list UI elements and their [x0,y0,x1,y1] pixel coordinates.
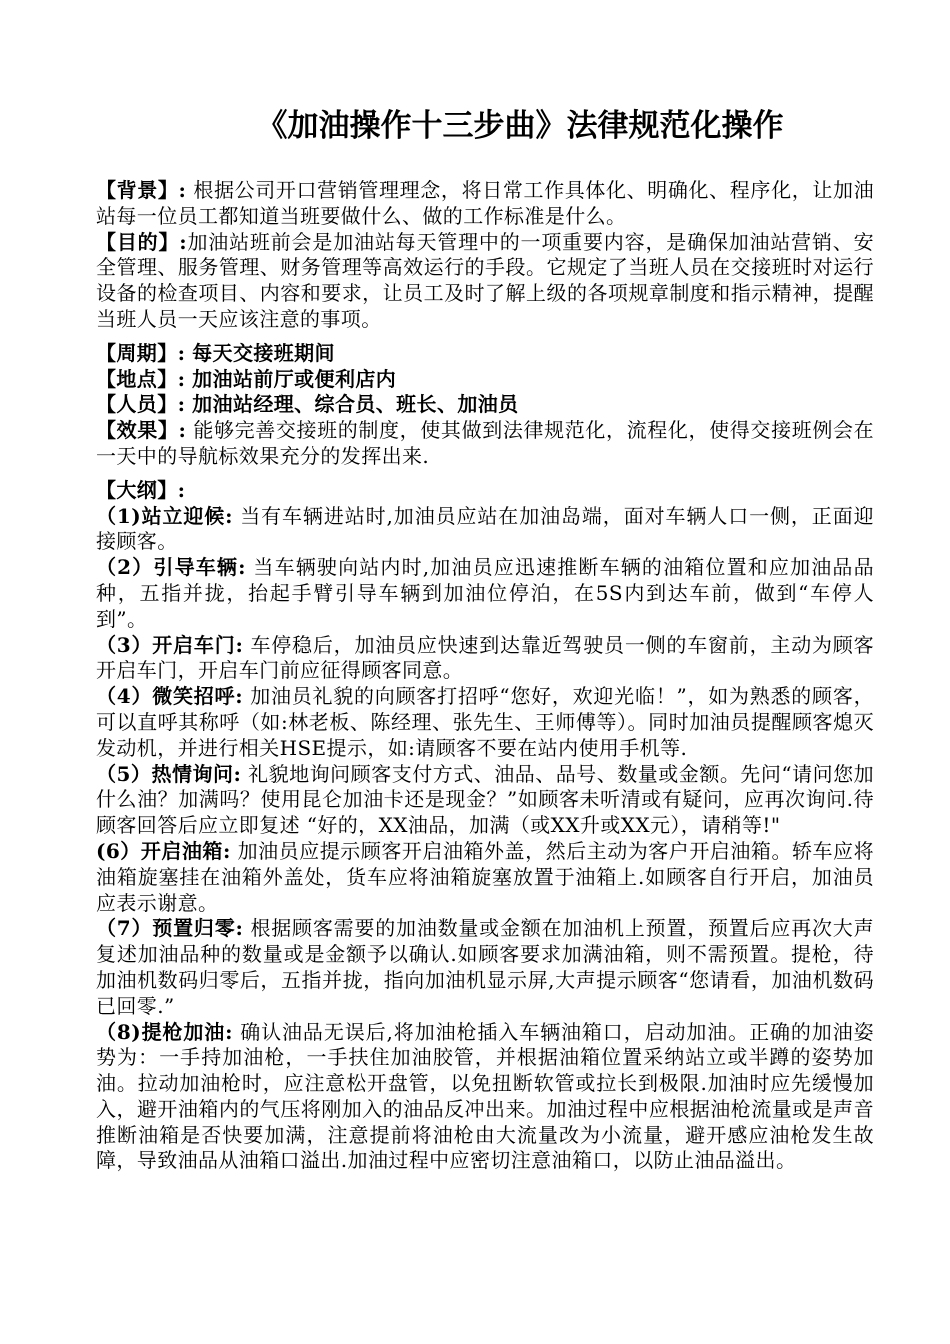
label-effect: 【效果】: [96,418,187,443]
paragraph-purpose [96,230,874,333]
step-5 [96,762,874,839]
step-2 [96,555,874,632]
step-8 [96,1020,874,1175]
text-cycle: 每天交接班期间 [192,340,335,365]
paragraph-personnel [96,392,874,418]
step-7 [96,916,874,1019]
step-label: （4）微笑招呼: [96,684,244,709]
label-cycle: 【周期】: [96,340,186,365]
text-location: 加油站前厅或便利店内 [192,366,397,391]
text-personnel: 加油站经理、综合员、班长、加油员 [192,392,519,417]
label-location: 【地点】: [96,366,186,391]
step-text: 加油员礼貌的向顾客打招呼“您好，欢迎光临！”，如为熟悉的顾客，可以直呼其称呼（如:林老板、陈经理、张先生、王师傅等）。同时加油员提醒顾客熄灭发动机，并进行相关HSE提示，如:请顾客不要在站内使用手机等. [96,684,874,760]
label-purpose: 【目的】: [96,229,188,254]
step-1 [96,504,874,556]
paragraph-cycle [96,341,874,367]
step-text: 当车辆驶向站内时,加油员应迅速推断车辆的油箱位置和应加油品品种，五指并拢，抬起手臂引导车辆到加油位停泊，在5S内到达车前，做到“车停人到”。 [96,555,875,631]
step-label: （8)提枪加油: [96,1019,233,1044]
step-text: 礼貌地询问顾客支付方式、油品、品号、数量或金额。先问“请问您加什么油？加满吗？使用昆仑加油卡还是现金？”如顾客未听清或有疑问，应再次询问.待顾客回答后应立即复述 “好的，XX油品，加满（或XX升或XX元），请稍等!" [96,761,875,838]
step-text: 车停稳后，加油员应快速到达靠近驾驶员一侧的车窗前，主动为顾客开启车门，开启车门前应征得顾客同意。 [96,632,875,683]
step-text: 根据顾客需要的加油数量或金额在加油机上预置，预置后应再次大声复述加油品种的数量或是金额予以确认.如顾客要求加满油箱，则不需预置。提枪，待加油机数码归零后，五指并拢，指向加油机显示屏,大声提示顾客“您请看，加油机数码已回零.” [96,916,875,1018]
step-label: （1)站立迎候: [96,503,233,528]
step-label: （3）开启车门: [96,632,244,657]
step-text: 加油员应提示顾客开启油箱外盖，然后主动为客户开启油箱。轿车应将油箱旋塞挂在油箱外盖处，货车应将油箱旋塞放置于油箱上.如顾客自行开启，加油员应表示谢意。 [96,838,874,915]
document-body [96,178,874,1174]
text-background: 根据公司开口营销管理理念，将日常工作具体化、明确化、程序化，让加油站每一位员工都知道当班要做什么、做的工作标准是什么。 [96,178,875,228]
label-background: 【背景】: [96,178,187,202]
step-label: (6）开启油箱: [96,838,231,863]
step-label: （5）热情询问: [96,761,242,786]
step-label: （7）预置归零: [96,916,244,941]
step-4 [96,684,874,761]
label-outline: 【大纲】: [96,477,186,502]
paragraph-effect [96,418,874,470]
paragraph-location [96,367,874,393]
step-label: （2）引导车辆: [96,555,246,580]
document-title: 《加油操作十三步曲》法律规范化操作 [256,108,784,144]
step-text: 当有车辆进站时,加油员应站在加油岛端，面对车辆人口一侧，正面迎接顾客。 [96,503,874,554]
step-text: 确认油品无误后,将加油枪插入车辆油箱口，启动加油。正确的加油姿势为：一手持加油枪，一手扶住加油胶管，并根据油箱位置采纳站立或半蹲的姿势加油。拉动加油枪时，应注意松开盘管，以免扭断软管或拉长到极限.加油时应先缓慢加入，避开油箱内的气压将刚加入的油品反冲出来。加油过程中应根据油枪流量或是声音推断油箱是否快要加满，注意提前将油枪由大流量改为小流量，避开感应油枪发生故障，导致油品从油箱口溢出.加油过程中应密切注意油箱口，以防止油品溢出。 [96,1019,874,1173]
step-6 [96,839,874,916]
text-effect: 能够完善交接班的制度，使其做到法律规范化，流程化，使得交接班例会在一天中的导航标效果充分的发挥出来. [96,418,875,468]
label-personnel: 【人员】: [96,392,186,417]
paragraph-background [96,178,874,230]
step-3 [96,633,874,685]
text-purpose: 加油站班前会是加油站每天管理中的一项重要内容，是确保加油站营销、安全管理、服务管理、财务管理等高效运行的手段。它规定了当班人员在交接班时对运行设备的检查项目、内容和要求，让员工及时了解上级的各项规章制度和指示精神，提醒当班人员一天应该注意的事项。 [96,229,875,331]
paragraph-outline [96,478,874,504]
